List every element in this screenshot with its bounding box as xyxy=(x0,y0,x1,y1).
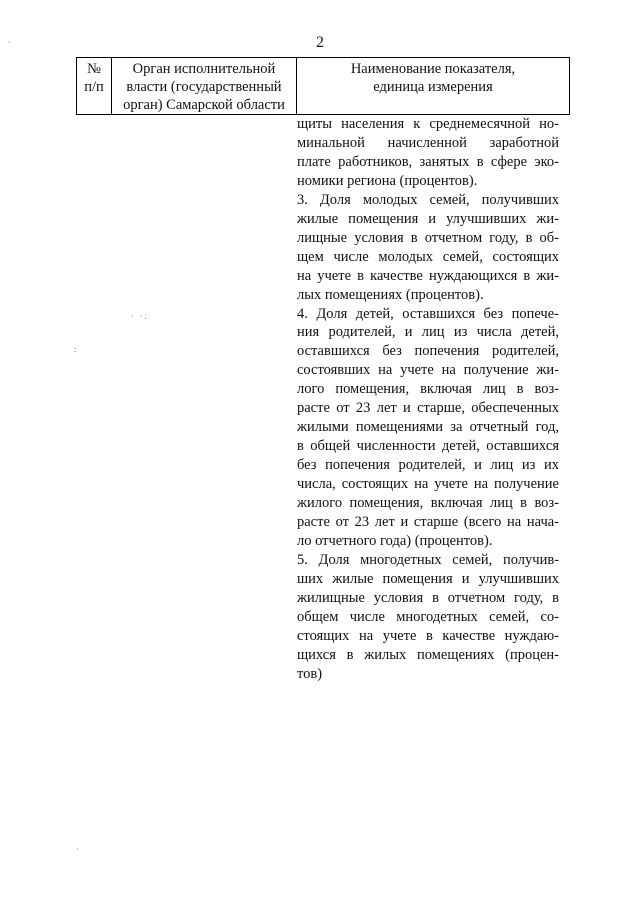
text-line: на учете в качестве нуждающихся в жи- xyxy=(297,267,559,284)
text-line: 3. Доля молодых семей, получивших xyxy=(297,191,559,208)
text-line: лого помещения, включая лиц в воз- xyxy=(297,381,559,398)
text-line: 5. Доля многодетных семей, получив- xyxy=(297,551,559,568)
text-line: общем числе многодетных семей, со- xyxy=(297,608,559,625)
text-line: числа, состоящих на учете на получение xyxy=(297,476,559,493)
text-line: состоявших на учете на получение жи- xyxy=(297,362,559,379)
text-line: жилищные условия в отчетном году, в xyxy=(297,589,559,606)
text-line: ло отчетного года) (процентов). xyxy=(297,532,493,549)
column-indicator-label-line1: Наименование показателя, xyxy=(350,61,516,77)
text-line: лищные условия в отчетном году, в об- xyxy=(297,229,559,246)
text-line: ния родителей, и лиц из числа детей, xyxy=(297,324,559,341)
scan-speck: · xyxy=(8,38,13,47)
text-line: 4. Доля детей, оставшихся без попече- xyxy=(297,305,559,322)
column-authority-header xyxy=(112,58,297,115)
text-line: минальной начисленной заработной xyxy=(297,134,559,151)
column-authority-label-line3: орган) Самарской области xyxy=(123,97,285,113)
text-line: лых помещениях (процентов). xyxy=(297,286,484,303)
column-authority-label-line2: власти (государственный xyxy=(126,79,282,95)
text-line: жилого помещения, включая лиц в воз- xyxy=(297,495,559,512)
scan-speck: : xyxy=(74,345,79,354)
text-line: жилыми помещениями за отчетный год, xyxy=(297,419,559,436)
indicator-table-header xyxy=(76,57,570,115)
text-line: оставшихся без попечения родителей, xyxy=(297,343,559,360)
text-line: расте от 23 лет и старше, обеспеченных xyxy=(297,400,559,417)
text-line: расте от 23 лет и старше (всего на нача- xyxy=(297,514,559,531)
scan-speck: · xyxy=(76,845,81,854)
text-line: плате работников, занятых в сфере эко- xyxy=(297,153,559,170)
column-number-label-line2: п/п xyxy=(84,79,104,95)
column-number-label-line1: № xyxy=(87,61,101,77)
scan-speck: · ·. xyxy=(131,312,149,321)
text-line: номики региона (процентов). xyxy=(297,172,478,189)
text-line: без попечения родителей, и лиц из их xyxy=(297,457,559,474)
text-line: тов) xyxy=(297,665,323,682)
text-line: ших жилые помещения и улучшивших xyxy=(297,570,559,587)
text-line: в общей численности детей, оставшихся xyxy=(297,438,559,455)
text-line: стоящих на учете в качестве нуждаю- xyxy=(297,627,559,644)
text-line: щихся в жилых помещениях (процен- xyxy=(297,646,559,663)
column-indicator-header xyxy=(297,58,570,115)
column-authority-label-line1: Орган исполнительной xyxy=(132,61,276,77)
text-line: жилые помещения и улучшивших жи- xyxy=(297,210,559,227)
column-indicator-label-line2: единица измерения xyxy=(373,79,493,95)
text-line: щиты населения к среднемесячной но- xyxy=(297,116,559,132)
text-line: щем числе молодых семей, состоящих xyxy=(297,248,559,265)
column-number-header xyxy=(77,58,112,115)
page-number: 2 xyxy=(316,34,324,51)
table-header-row xyxy=(77,58,570,115)
indicator-description-text xyxy=(297,115,559,684)
